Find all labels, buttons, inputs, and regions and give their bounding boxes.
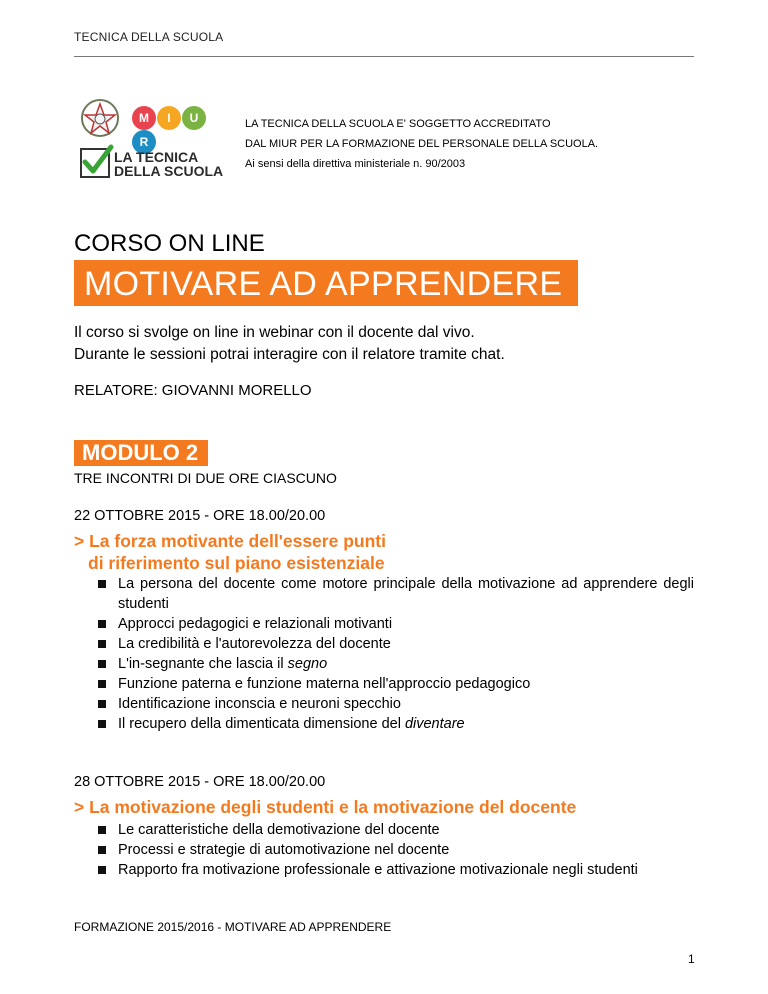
accreditation-line: LA TECNICA DELLA SCUOLA E' SOGGETTO ACCREDITATO (245, 118, 551, 130)
session-topics (94, 574, 694, 734)
session-topics (94, 820, 694, 880)
session-date: 28 OTTOBRE 2015 - ORE 18.00/20.00 (74, 774, 326, 790)
ltds-logo-text (114, 150, 223, 178)
list-item: L'in-segnante che lascia il segno (94, 654, 694, 674)
session-title-line: di riferimento sul piano esistenziale (88, 553, 385, 573)
list-item: Approcci pedagogici e relazionali motivanti (94, 614, 694, 634)
list-item: Rapporto fra motivazione professionale e attivazione motivazionale negli studenti (94, 860, 694, 880)
la-tecnica-della-scuola-logo (80, 148, 230, 184)
list-item: Processi e strategie di automotivazione nel docente (94, 840, 694, 860)
speaker: RELATORE: GIOVANNI MORELLO (74, 382, 312, 399)
miur-logo (132, 106, 230, 149)
list-item: Il recupero della dimenticata dimensione del diventare (94, 714, 694, 734)
description-line: Durante le sessioni potrai interagire con il relatore tramite chat. (74, 346, 505, 363)
checkmark-icon (80, 148, 110, 178)
course-title: MOTIVARE AD APPRENDERE (84, 265, 563, 303)
list-item: Le caratteristiche della demotivazione del docente (94, 820, 694, 840)
bullet-square-icon (98, 680, 106, 688)
list-item: La persona del docente come motore principale della motivazione ad apprendere degli studenti (94, 574, 694, 614)
bullet-square-icon (98, 846, 106, 854)
session-title-line: > La motivazione degli studenti e la motivazione del docente (74, 797, 577, 817)
bullet-square-icon (98, 580, 106, 588)
bullet-square-icon (98, 720, 106, 728)
course-description (74, 322, 505, 366)
list-item: La credibilità e l'autorevolezza del docente (94, 634, 694, 654)
description-line: Il corso si svolge on line in webinar con il docente dal vivo. (74, 324, 475, 341)
bullet-square-icon (98, 620, 106, 628)
miur-letter-r: R (132, 130, 156, 154)
bullet-square-icon (98, 660, 106, 668)
miur-letter-m: M (132, 106, 156, 130)
list-item: Identificazione inconscia e neuroni specchio (94, 694, 694, 714)
bullet-square-icon (98, 700, 106, 708)
page-header: TECNICA DELLA SCUOLA (74, 30, 224, 44)
accreditation-line: Ai sensi della direttiva ministeriale n. 90/2003 (245, 158, 466, 170)
accreditation-note (245, 114, 598, 174)
logos (80, 96, 230, 186)
session-date: 22 OTTOBRE 2015 - ORE 18.00/20.00 (74, 508, 326, 524)
ltds-line-1: LA TECNICA (114, 149, 199, 165)
list-item: Funzione paterna e funzione materna nell'approccio pedagogico (94, 674, 694, 694)
italian-republic-emblem-icon (80, 96, 120, 140)
module-label: MODULO 2 (82, 440, 199, 465)
course-label: CORSO ON LINE (74, 230, 265, 257)
bullet-square-icon (98, 866, 106, 874)
module-subtitle: TRE INCONTRI DI DUE ORE CIASCUNO (74, 470, 337, 486)
miur-letter-u: U (182, 106, 206, 130)
accreditation-line: DAL MIUR PER LA FORMAZIONE DEL PERSONALE DELLA SCUOLA. (245, 138, 599, 150)
miur-letter-i: I (157, 106, 181, 130)
ltds-line-2: DELLA SCUOLA (114, 163, 224, 179)
bullet-square-icon (98, 826, 106, 834)
session-title (74, 796, 576, 818)
page-number: 1 (688, 952, 695, 966)
bullet-square-icon (98, 640, 106, 648)
header-divider (74, 56, 694, 57)
page-footer: FORMAZIONE 2015/2016 - MOTIVARE AD APPRENDERE (74, 920, 392, 934)
session-title-line: > La forza motivante dell'essere punti (74, 531, 386, 551)
session-title (74, 530, 386, 574)
